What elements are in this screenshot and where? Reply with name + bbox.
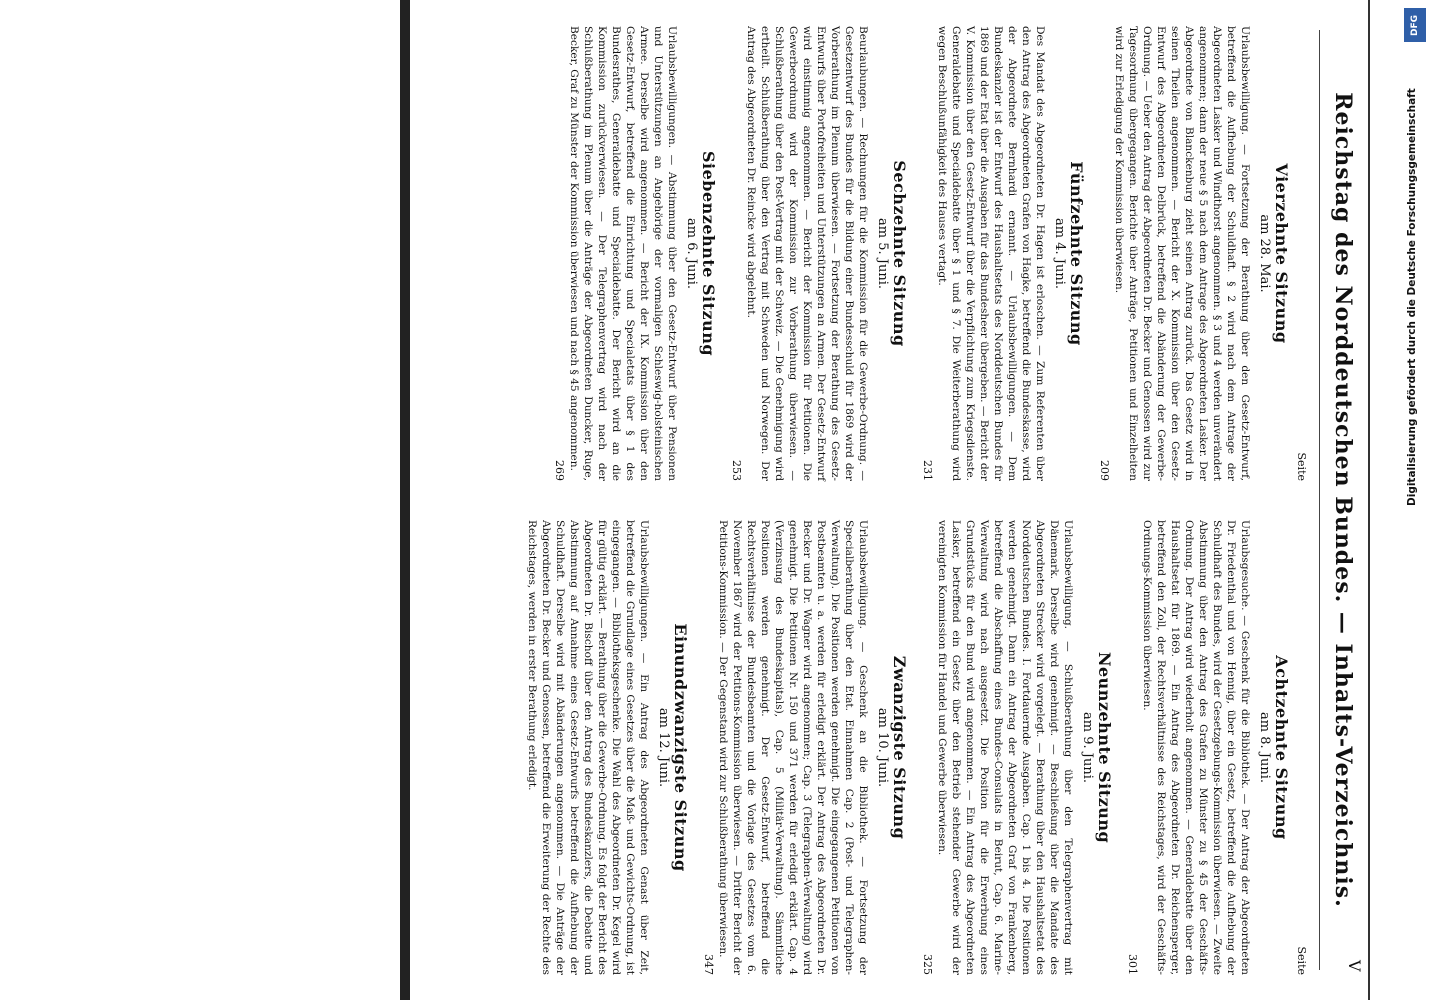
session-heading: Neunzehnte Sitzung: [1095, 651, 1114, 844]
session-text: Urlaubsbewilligungen. — Ein Antrag des Abgeordneten Genast über Zeit, betreffend die Grundlage eines Gesetzes über die Maß- und Gewichts-Ordnung, ist eingegangen. — Bibliotheksgeschenke. Die Wahl des Abgeordneten Dr. Kegel wird für gültig erklärt. — Berathung über die Gewerbe-Ordnung. Es folgt der Bericht des Abgeordneten Dr. Bischoff über den Antrag des Bundeskanzlers, die Debatte und Abstimmung auf Annahme eines Gesetz-Entwurfs betreffend die Aufhebung der Schuldhaft. Derselbe wird mit Abänderungen angenommen. — Die Anträge der Abgeordneten Dr. Becker und Genossen, betreffend die Erweiterung der Rechte des Reichstages, werden in erster Berathung erledigt.: [526, 520, 650, 975]
session-heading: Einundzwanzigste Sitzung: [671, 623, 690, 872]
session-heading: Achtzehnte Sitzung: [1272, 655, 1291, 840]
session-text: Des Mandat des Abgeordneten Dr. Hagen ist erloschen. — Zum Referenten über den Antrag des Abgeordneten Grafen von Hagke, betreffend die Bundeskasse, wird der Abgeordnete Bernhardi ernannt. — Urlaubsbewilligungen. — Dem Bundeskanzler ist der Entwurf des Haushaltsetats des Norddeutschen Bundes für 1869 und der Etat über die Ausgaben für das Bundesheer übergeben. — Bericht der V. Kommission über den Gesetz-Entwurf über die Verpflichtung zum Kriegsdienste. Generaldebatte und Specialdebatte über § 1 und § 7. Die Weiterberathung wird wegen Beschlußunfähigkeit des Hauses vertagt.: [936, 26, 1046, 481]
session-entry: [730, 26, 909, 481]
session-page: 325: [921, 954, 934, 975]
session-date: am 5. Juni.: [875, 218, 890, 289]
session-heading: Fünfzehnte Sitzung: [1067, 161, 1086, 346]
session-page: 253: [730, 460, 743, 481]
dfg-funding-note: Digitalisierung gefördert durch die Deutsche Forschungsgemeinschaft: [1406, 88, 1418, 506]
session-entry: [1098, 26, 1291, 481]
session-heading: Sechzehnte Sitzung: [890, 160, 909, 347]
session-date: am 9. Juni.: [1080, 712, 1095, 783]
session-page: 231: [921, 460, 934, 481]
dfg-sidebar: [1398, 0, 1432, 1000]
session-text: Urlaubsbewilligung. — Geschenk an die Bibliothek. — Fortsetzung der Specialberathung über den Etat. Einnahmen Cap. 2 (Post- und Telegraphen-Verwaltung). Die Positionen werden genehmigt. Die eingegangenen Petitionen von Postbeamten u. a. werden für erledigt erklärt. Der Antrag des Abgeordneten Dr. Becker und Dr. Wagner wird angenommen; Cap. 3 (Telegraphen-Verwaltung) wird genehmigt. Die Petitionen Nr. 150 und 371 werden für erledigt erklärt. Cap. 4 (Verzinsung des Bundeskapitals), Cap. 5 (Militär-Verwaltung). Sämmtliche Positionen werden genehmigt. Der Gesetz-Entwurf, betreffend die Rechtsverhältnisse der Bundesbeamten und die Vorlage des Gesetzes vom 6. November 1867 wird der Petitions-Kommission überwiesen. — Dritter Bericht der Petitions-Kommission. — Der Gegenstand wird zur Schlußberathung überwiesen.: [717, 520, 869, 975]
session-text: Urlaubsbewilligungen. — Abstimmung über den Gesetz-Entwurf über Pensionen und Unterstützungen an Angehörige der vormaligen Schleswig-holsteinischen Armee. Derselbe wird angenommen. — Bericht der IX. Kommission über den Gesetz-Entwurf, betreffend die Einrichtung und Specialetats über § 1 des Bundesrathes, Generaldebatte und Specialdebatte. Der Bericht wird an die Kommission zurückverwiesen. — Der Telegraphenvertrag wird nach der Schlußberathung im Plenum über die Anträge der Abgeordneten Duncker, Ruge, Becker, Graf zu Münster der Kommission überwiesen und nach § 45 angenommen.: [568, 26, 678, 481]
seite-label: Seite: [1295, 946, 1308, 975]
session-entry: [1126, 520, 1291, 975]
page-title: Reichstag des Norddeutschen Bundes. — Inhalts-Verzeichnis.: [1330, 92, 1356, 908]
session-entry: [921, 520, 1114, 975]
dfg-logo: DFG: [1404, 8, 1426, 42]
session-entry: [921, 26, 1086, 481]
session-text: Urlaubsbewilligung. — Fortsetzung der Berathung über den Gesetz-Entwurf, betreffend die Aufhebung der Schuldhaft. § 2 wird nach dem Antrage der Abgeordneten Lasker und Windthorst angenommen. § 3 und 4 werden unverändert angenommen; dann der neue § 5 nach dem Antrage des Abgeordneten Lasker. Der Abgeordnete von Blanckenburg zieht seinen Antrag zurück. Das Gesetz wird in seinen Theilen angenommen. — Bericht der X. Kommission über den Gesetz-Entwurf des Abgeordneten Delbrück, betreffend die Abänderung der Gewerbe-Ordnung. — Ueber den Antrag der Abgeordneten Dr. Becker und Genossen wird zur Tagesordnung übergegangen. Berichte über Anträge, Petitionen und Einzelheiten wird zur Erledigung der Kommission überwiesen.: [1113, 26, 1251, 481]
session-heading: Vierzehnte Sitzung: [1272, 163, 1291, 344]
session-text: Beurlaubungen. — Rechnungen für die Kommission für die Gewerbe-Ordnung. — Gesetzentwurf des Bundes für die Bildung einer Bundesschuld für 1869 wird der Vorberathung im Plenum überwiesen. — Fortsetzung der Berathung des Gesetz-Entwurfs über Portofreiheiten und Unterstützungen an Armen. Der Gesetz-Entwurf wird einstimmig angenommen. — Bericht der Kommission für Petitionen. Die Gewerbeordnung wird der Kommission zur Vorberathung überwiesen. — Schlußberathung über den Post-Vertrag mit der Schweiz. — Die Genehmigung wird ertheilt. Schlußberathung über den Vertrag mit Schweden und Norwegen. Der Antrag des Abgeordneten Dr. Reincke wird abgelehnt.: [745, 26, 869, 481]
session-date: am 28. Mai.: [1257, 214, 1272, 293]
page-number: V: [1345, 960, 1364, 972]
session-date: am 10. Juni.: [875, 707, 890, 788]
session-entry: [553, 26, 718, 481]
column-right: [513, 520, 1308, 975]
seite-label: Seite: [1295, 452, 1308, 481]
session-heading: Siebenzehnte Sitzung: [699, 150, 718, 357]
session-date: am 4. Juni.: [1052, 218, 1067, 289]
session-page: 347: [702, 954, 715, 975]
session-page: 301: [1126, 954, 1139, 975]
column-left: [541, 26, 1308, 481]
session-text: Urlaubsbewilligung. — Schlußberathung über den Telegraphenvertrag mit Dänemark. Derselbe wird genehmigt. — Beschließung über die Mandate des Abgeordneten Strecker wird vorgelegt. — Berathung über den Haushaltsetat des Norddeutschen Bundes. I. Fortdauernde Ausgaben. Cap. 1 bis 4. Die Positionen werden genehmigt. Dann ein Antrag der Abgeordneten Graf von Frankenberg, betreffend die Abschaffung eines Bundes-Consulats in Beirut, Cap. 6. Marine-Verwaltung wird nach ausgesetzt. Die Position für die Erwerbung eines Grundstücks für den Bund wird angenommen. — Ein Antrag des Abgeordneten Lasker, betreffend ein Gesetz über den Betrieb stehender Gewerbe wird der vereinigten Kommission für Handel und Gewerbe überwiesen.: [936, 520, 1074, 975]
session-date: am 8. Juni.: [1257, 712, 1272, 783]
top-scan-rule: [1368, 0, 1370, 1000]
scan-edge: [400, 0, 410, 1000]
session-page: 209: [1098, 460, 1111, 481]
session-heading: Zwanzigste Sitzung: [890, 655, 909, 840]
header-rule: [1319, 30, 1320, 970]
session-entry: [702, 520, 909, 975]
session-date: am 6. Juni.: [684, 218, 699, 289]
session-date: am 12. Juni.: [656, 707, 671, 788]
session-page: 269: [553, 460, 566, 481]
session-text: Urlaubsgesuche. — Geschenk für die Bibliothek. — Der Antrag der Abgeordneten Dr. Friedenthal und von Hennig, über ein Gesetz, betreffend die Aufhebung der Schuldhaft des Bundes, wird der Gesetzgebungs-Kommission überwiesen. — Zweite Abstimmung über den Antrag des Grafen zu Münster zu § 45 der Geschäfts-Ordnung. Der Antrag wird wiederholt angenommen. — Generaldebatte über den Haushaltsetat für 1869. — Ein Antrag des Abgeordneten Dr. Reichensperger, betreffend den Zoll, der Rechtsverhältnisse des Reichstages, wird der Geschäfts-Ordnungs-Kommission überwiesen.: [1141, 520, 1251, 975]
session-entry: [525, 520, 690, 975]
